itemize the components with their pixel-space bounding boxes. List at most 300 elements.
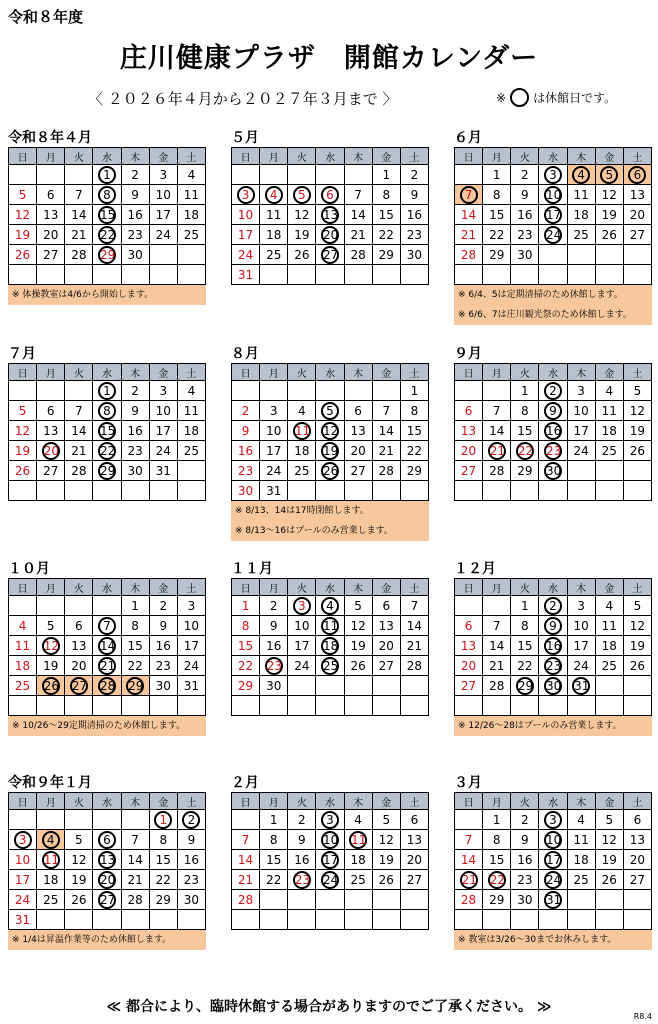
day-cell bbox=[567, 225, 595, 245]
day-number: 12 bbox=[14, 423, 31, 438]
weekday-header: 木 bbox=[567, 579, 595, 596]
day-number: 8 bbox=[159, 832, 168, 847]
empty-cell bbox=[9, 810, 37, 830]
day-number: 31 bbox=[14, 912, 31, 927]
day-number: 15 bbox=[127, 638, 143, 653]
empty-cell bbox=[372, 696, 400, 716]
day-cell bbox=[623, 165, 651, 185]
day-cell bbox=[9, 636, 37, 656]
day-number: 6 bbox=[464, 618, 473, 633]
empty-cell bbox=[121, 810, 149, 830]
day-number: 10 bbox=[183, 618, 200, 633]
day-cell bbox=[595, 165, 623, 185]
empty-cell bbox=[372, 481, 400, 501]
empty-cell bbox=[372, 676, 400, 696]
day-cell bbox=[9, 421, 37, 441]
day-number: 24 bbox=[237, 247, 254, 262]
day-cell bbox=[121, 636, 149, 656]
day-cell bbox=[567, 596, 595, 616]
day-number: 16 bbox=[517, 207, 533, 222]
empty-cell bbox=[455, 481, 483, 501]
day-number: 26 bbox=[601, 227, 617, 242]
day-cell bbox=[149, 850, 177, 870]
day-number: 7 bbox=[75, 403, 83, 418]
weekday-header: 火 bbox=[65, 579, 93, 596]
weekday-header: 火 bbox=[288, 148, 316, 165]
day-cell bbox=[9, 676, 37, 696]
day-number: 10 bbox=[237, 207, 254, 222]
day-cell bbox=[260, 441, 288, 461]
day-number: 24 bbox=[155, 443, 171, 458]
day-cell bbox=[511, 225, 539, 245]
note-text: ※ 教室は3/26～30までお休みします。 bbox=[458, 935, 617, 945]
day-number: 14 bbox=[237, 852, 254, 867]
day-cell bbox=[483, 245, 511, 265]
day-cell bbox=[483, 185, 511, 205]
day-cell bbox=[511, 636, 539, 656]
day-cell bbox=[483, 421, 511, 441]
day-number: 3 bbox=[159, 383, 168, 398]
day-number: 18 bbox=[266, 227, 282, 242]
weekday-header: 金 bbox=[372, 793, 400, 810]
day-number: 2 bbox=[410, 167, 419, 182]
day-number: 5 bbox=[46, 618, 55, 633]
day-number: 25 bbox=[350, 872, 366, 887]
empty-cell bbox=[232, 810, 260, 830]
day-cell bbox=[372, 245, 400, 265]
day-number: 24 bbox=[573, 443, 589, 458]
day-number: 22 bbox=[489, 227, 505, 242]
day-cell bbox=[595, 401, 623, 421]
day-cell bbox=[316, 870, 344, 890]
day-number: 17 bbox=[573, 638, 589, 653]
weekday-header: 水 bbox=[316, 148, 344, 165]
day-number: 25 bbox=[573, 872, 589, 887]
month-calendar bbox=[454, 345, 652, 501]
empty-cell bbox=[595, 696, 623, 716]
weekday-header: 土 bbox=[177, 148, 205, 165]
day-cell bbox=[93, 205, 121, 225]
day-number: 12 bbox=[350, 618, 366, 633]
day-number: 6 bbox=[382, 598, 391, 613]
day-number: 21 bbox=[127, 872, 143, 887]
day-cell bbox=[316, 441, 344, 461]
day-cell bbox=[316, 656, 344, 676]
day-cell bbox=[455, 185, 483, 205]
day-cell bbox=[400, 596, 428, 616]
day-number: 11 bbox=[266, 207, 282, 222]
day-cell bbox=[149, 401, 177, 421]
day-number: 14 bbox=[71, 423, 87, 438]
day-cell bbox=[511, 830, 539, 850]
day-number: 30 bbox=[517, 892, 533, 907]
day-number: 18 bbox=[294, 443, 310, 458]
month-title: ６月 bbox=[454, 130, 482, 146]
empty-cell bbox=[65, 910, 93, 930]
empty-cell bbox=[623, 890, 651, 910]
closed-day: 24 bbox=[545, 872, 562, 887]
day-cell bbox=[65, 636, 93, 656]
day-cell bbox=[623, 616, 651, 636]
day-number: 15 bbox=[517, 423, 533, 438]
day-number: 27 bbox=[43, 463, 59, 478]
day-number: 15 bbox=[406, 423, 423, 438]
closed-day: 3 bbox=[237, 186, 255, 204]
day-cell bbox=[539, 656, 567, 676]
closed-day: 4 bbox=[321, 597, 339, 615]
closed-day: 1 bbox=[98, 166, 116, 184]
day-cell bbox=[455, 616, 483, 636]
day-cell bbox=[400, 810, 428, 830]
day-cell bbox=[567, 810, 595, 830]
empty-cell bbox=[232, 165, 260, 185]
day-cell bbox=[121, 596, 149, 616]
weekday-header: 月 bbox=[260, 148, 288, 165]
closed-day: 28 bbox=[99, 678, 116, 693]
day-cell bbox=[288, 870, 316, 890]
month-title: ９月 bbox=[454, 346, 482, 362]
day-cell bbox=[260, 870, 288, 890]
empty-cell bbox=[455, 165, 483, 185]
empty-cell bbox=[37, 596, 65, 616]
day-number: 27 bbox=[460, 678, 477, 693]
day-cell bbox=[121, 461, 149, 481]
empty-cell bbox=[595, 890, 623, 910]
weekday-header: 月 bbox=[260, 364, 288, 381]
day-cell bbox=[539, 830, 567, 850]
day-cell bbox=[93, 225, 121, 245]
empty-cell bbox=[567, 481, 595, 501]
day-cell bbox=[567, 421, 595, 441]
day-number: 4 bbox=[298, 403, 306, 418]
closed-day: 3 bbox=[544, 166, 562, 184]
weekday-header: 土 bbox=[177, 793, 205, 810]
empty-cell bbox=[93, 810, 121, 830]
day-cell bbox=[483, 676, 511, 696]
empty-cell bbox=[595, 910, 623, 930]
closed-day: 31 bbox=[574, 678, 590, 693]
day-number: 20 bbox=[460, 658, 477, 673]
day-cell bbox=[623, 596, 651, 616]
day-cell bbox=[65, 245, 93, 265]
day-number: 13 bbox=[460, 638, 477, 653]
day-number: 10 bbox=[573, 403, 589, 418]
closed-day: 5 bbox=[293, 186, 311, 204]
empty-cell bbox=[37, 481, 65, 501]
closed-day: 4 bbox=[572, 166, 590, 184]
weekday-header: 月 bbox=[37, 148, 65, 165]
day-cell bbox=[37, 616, 65, 636]
empty-cell bbox=[483, 696, 511, 716]
closed-day: 8 bbox=[98, 186, 116, 204]
day-number: 3 bbox=[187, 598, 196, 613]
day-number: 14 bbox=[460, 852, 477, 867]
empty-cell bbox=[539, 265, 567, 285]
day-cell bbox=[288, 245, 316, 265]
weekday-header: 日 bbox=[455, 364, 483, 381]
day-number: 18 bbox=[573, 852, 589, 867]
day-number: 27 bbox=[629, 227, 646, 242]
day-number: 5 bbox=[382, 812, 391, 827]
day-number: 1 bbox=[131, 598, 139, 613]
weekday-header: 日 bbox=[9, 364, 37, 381]
day-cell bbox=[9, 401, 37, 421]
day-cell bbox=[372, 616, 400, 636]
weekday-header: 水 bbox=[93, 793, 121, 810]
weekday-header: 土 bbox=[400, 793, 428, 810]
day-cell bbox=[177, 441, 205, 461]
day-cell bbox=[511, 421, 539, 441]
day-cell bbox=[344, 421, 372, 441]
day-number: 30 bbox=[183, 892, 200, 907]
empty-cell bbox=[400, 890, 428, 910]
closed-day: 17 bbox=[545, 207, 562, 222]
day-number: 7 bbox=[241, 832, 250, 847]
day-number: 1 bbox=[410, 383, 419, 398]
closed-day: 25 bbox=[322, 658, 339, 673]
day-cell bbox=[177, 421, 205, 441]
day-number: 19 bbox=[14, 443, 31, 458]
closed-day: 12 bbox=[43, 638, 59, 653]
day-number: 30 bbox=[517, 247, 533, 262]
month-notes bbox=[8, 716, 206, 736]
day-cell bbox=[316, 401, 344, 421]
empty-cell bbox=[65, 381, 93, 401]
day-cell bbox=[623, 421, 651, 441]
closed-day: 23 bbox=[266, 658, 282, 673]
month-calendar bbox=[8, 774, 206, 950]
weekday-header: 日 bbox=[455, 579, 483, 596]
weekday-header: 金 bbox=[595, 364, 623, 381]
day-cell bbox=[93, 890, 121, 910]
day-cell bbox=[539, 205, 567, 225]
day-cell bbox=[177, 205, 205, 225]
day-number: 29 bbox=[155, 892, 171, 907]
empty-cell bbox=[260, 890, 288, 910]
day-number: 21 bbox=[71, 443, 87, 458]
weekday-header: 水 bbox=[316, 364, 344, 381]
day-cell bbox=[260, 401, 288, 421]
day-number: 12 bbox=[71, 852, 87, 867]
day-number: 21 bbox=[237, 872, 254, 887]
weekday-header: 土 bbox=[623, 579, 651, 596]
day-number: 8 bbox=[382, 187, 391, 202]
day-number: 5 bbox=[633, 383, 642, 398]
day-number: 20 bbox=[71, 658, 87, 673]
day-cell bbox=[232, 870, 260, 890]
version-label: R8.4 bbox=[633, 1012, 652, 1021]
day-cell bbox=[149, 381, 177, 401]
day-number: 6 bbox=[46, 403, 55, 418]
day-number: 9 bbox=[131, 403, 139, 418]
day-cell bbox=[400, 830, 428, 850]
day-number: 11 bbox=[14, 638, 31, 653]
day-cell bbox=[623, 381, 651, 401]
day-number: 7 bbox=[75, 187, 83, 202]
day-cell bbox=[177, 381, 205, 401]
day-cell bbox=[121, 870, 149, 890]
weekday-header: 金 bbox=[595, 793, 623, 810]
empty-cell bbox=[595, 265, 623, 285]
day-number: 29 bbox=[489, 247, 505, 262]
day-cell bbox=[37, 830, 65, 850]
day-cell bbox=[344, 245, 372, 265]
day-number: 19 bbox=[350, 638, 366, 653]
day-number: 12 bbox=[629, 618, 646, 633]
day-cell bbox=[65, 185, 93, 205]
month-notes bbox=[8, 285, 206, 305]
month-calendar bbox=[231, 345, 429, 541]
day-number: 18 bbox=[183, 207, 200, 222]
day-number: 23 bbox=[127, 227, 143, 242]
empty-cell bbox=[316, 890, 344, 910]
weekday-header: 火 bbox=[65, 148, 93, 165]
weekday-header: 日 bbox=[232, 148, 260, 165]
day-number: 21 bbox=[460, 227, 477, 242]
day-cell bbox=[232, 596, 260, 616]
empty-cell bbox=[9, 265, 37, 285]
weekday-header: 水 bbox=[93, 148, 121, 165]
weekday-header: 日 bbox=[455, 148, 483, 165]
empty-cell bbox=[483, 481, 511, 501]
weekday-header: 土 bbox=[400, 148, 428, 165]
closed-circle-icon bbox=[510, 88, 529, 107]
weekday-header: 水 bbox=[316, 793, 344, 810]
day-cell bbox=[149, 676, 177, 696]
day-cell bbox=[316, 225, 344, 245]
day-cell bbox=[483, 870, 511, 890]
day-cell bbox=[121, 185, 149, 205]
empty-cell bbox=[37, 910, 65, 930]
day-number: 26 bbox=[601, 872, 617, 887]
day-number: 19 bbox=[294, 227, 310, 242]
day-number: 7 bbox=[382, 403, 391, 418]
day-cell bbox=[344, 870, 372, 890]
day-cell bbox=[288, 205, 316, 225]
day-cell bbox=[595, 381, 623, 401]
day-cell bbox=[511, 656, 539, 676]
day-number: 24 bbox=[155, 227, 171, 242]
day-cell bbox=[372, 205, 400, 225]
day-cell bbox=[511, 165, 539, 185]
day-number: 21 bbox=[378, 443, 394, 458]
day-cell bbox=[316, 616, 344, 636]
day-cell bbox=[65, 676, 93, 696]
day-cell bbox=[121, 381, 149, 401]
day-number: 26 bbox=[629, 658, 646, 673]
day-number: 17 bbox=[237, 227, 254, 242]
day-cell bbox=[372, 596, 400, 616]
day-number: 19 bbox=[601, 852, 617, 867]
weekday-header: 土 bbox=[400, 364, 428, 381]
day-cell bbox=[121, 205, 149, 225]
note-text: ※ 6/4、5は定期清掃のため休館します。 bbox=[458, 290, 623, 300]
day-number: 20 bbox=[378, 638, 394, 653]
day-cell bbox=[9, 205, 37, 225]
empty-cell bbox=[288, 265, 316, 285]
empty-cell bbox=[149, 481, 177, 501]
day-cell bbox=[400, 205, 428, 225]
day-cell bbox=[483, 461, 511, 481]
day-number: 12 bbox=[629, 403, 646, 418]
day-cell bbox=[121, 441, 149, 461]
closed-day: 1 bbox=[98, 382, 116, 400]
day-cell bbox=[539, 461, 567, 481]
empty-cell bbox=[595, 245, 623, 265]
weekday-header: 金 bbox=[149, 793, 177, 810]
day-cell bbox=[93, 185, 121, 205]
empty-cell bbox=[177, 910, 205, 930]
day-number: 8 bbox=[521, 403, 529, 418]
empty-cell bbox=[65, 696, 93, 716]
day-number: 6 bbox=[75, 618, 83, 633]
empty-cell bbox=[93, 481, 121, 501]
day-cell bbox=[400, 421, 428, 441]
weekday-header: 日 bbox=[455, 793, 483, 810]
day-number: 17 bbox=[14, 872, 31, 887]
day-cell bbox=[288, 401, 316, 421]
day-cell bbox=[121, 676, 149, 696]
empty-cell bbox=[511, 910, 539, 930]
empty-cell bbox=[9, 596, 37, 616]
closed-day: 23 bbox=[545, 658, 562, 673]
weekday-header: 火 bbox=[288, 579, 316, 596]
day-cell bbox=[595, 185, 623, 205]
day-number: 30 bbox=[237, 483, 254, 498]
weekday-header: 火 bbox=[65, 793, 93, 810]
legend-prefix: ※ bbox=[496, 90, 507, 105]
day-cell bbox=[260, 636, 288, 656]
day-number: 8 bbox=[410, 403, 419, 418]
day-cell bbox=[288, 830, 316, 850]
day-number: 15 bbox=[155, 852, 171, 867]
day-cell bbox=[260, 810, 288, 830]
closed-day: 20 bbox=[322, 227, 339, 242]
day-cell bbox=[93, 656, 121, 676]
day-cell bbox=[400, 656, 428, 676]
day-number: 13 bbox=[629, 832, 646, 847]
closed-day: 11 bbox=[294, 423, 311, 438]
day-number: 11 bbox=[573, 187, 589, 202]
empty-cell bbox=[316, 265, 344, 285]
weekday-header: 木 bbox=[344, 793, 372, 810]
day-number: 4 bbox=[18, 618, 27, 633]
weekday-header: 水 bbox=[93, 364, 121, 381]
day-cell bbox=[400, 850, 428, 870]
day-number: 10 bbox=[155, 403, 171, 418]
day-number: 13 bbox=[350, 423, 366, 438]
month-calendar bbox=[8, 345, 206, 501]
day-number: 13 bbox=[378, 618, 394, 633]
day-cell bbox=[232, 225, 260, 245]
day-cell bbox=[511, 441, 539, 461]
day-cell bbox=[288, 636, 316, 656]
weekday-header: 日 bbox=[9, 793, 37, 810]
closed-day: 31 bbox=[545, 892, 562, 907]
day-cell bbox=[595, 636, 623, 656]
weekday-header: 日 bbox=[232, 364, 260, 381]
day-cell bbox=[344, 225, 372, 245]
day-cell bbox=[623, 656, 651, 676]
day-number: 20 bbox=[629, 852, 646, 867]
empty-cell bbox=[288, 696, 316, 716]
weekday-header: 火 bbox=[65, 364, 93, 381]
day-cell bbox=[93, 381, 121, 401]
weekday-header: 木 bbox=[567, 364, 595, 381]
weekday-header: 木 bbox=[344, 364, 372, 381]
closed-day: 2 bbox=[544, 382, 562, 400]
day-cell bbox=[372, 830, 400, 850]
